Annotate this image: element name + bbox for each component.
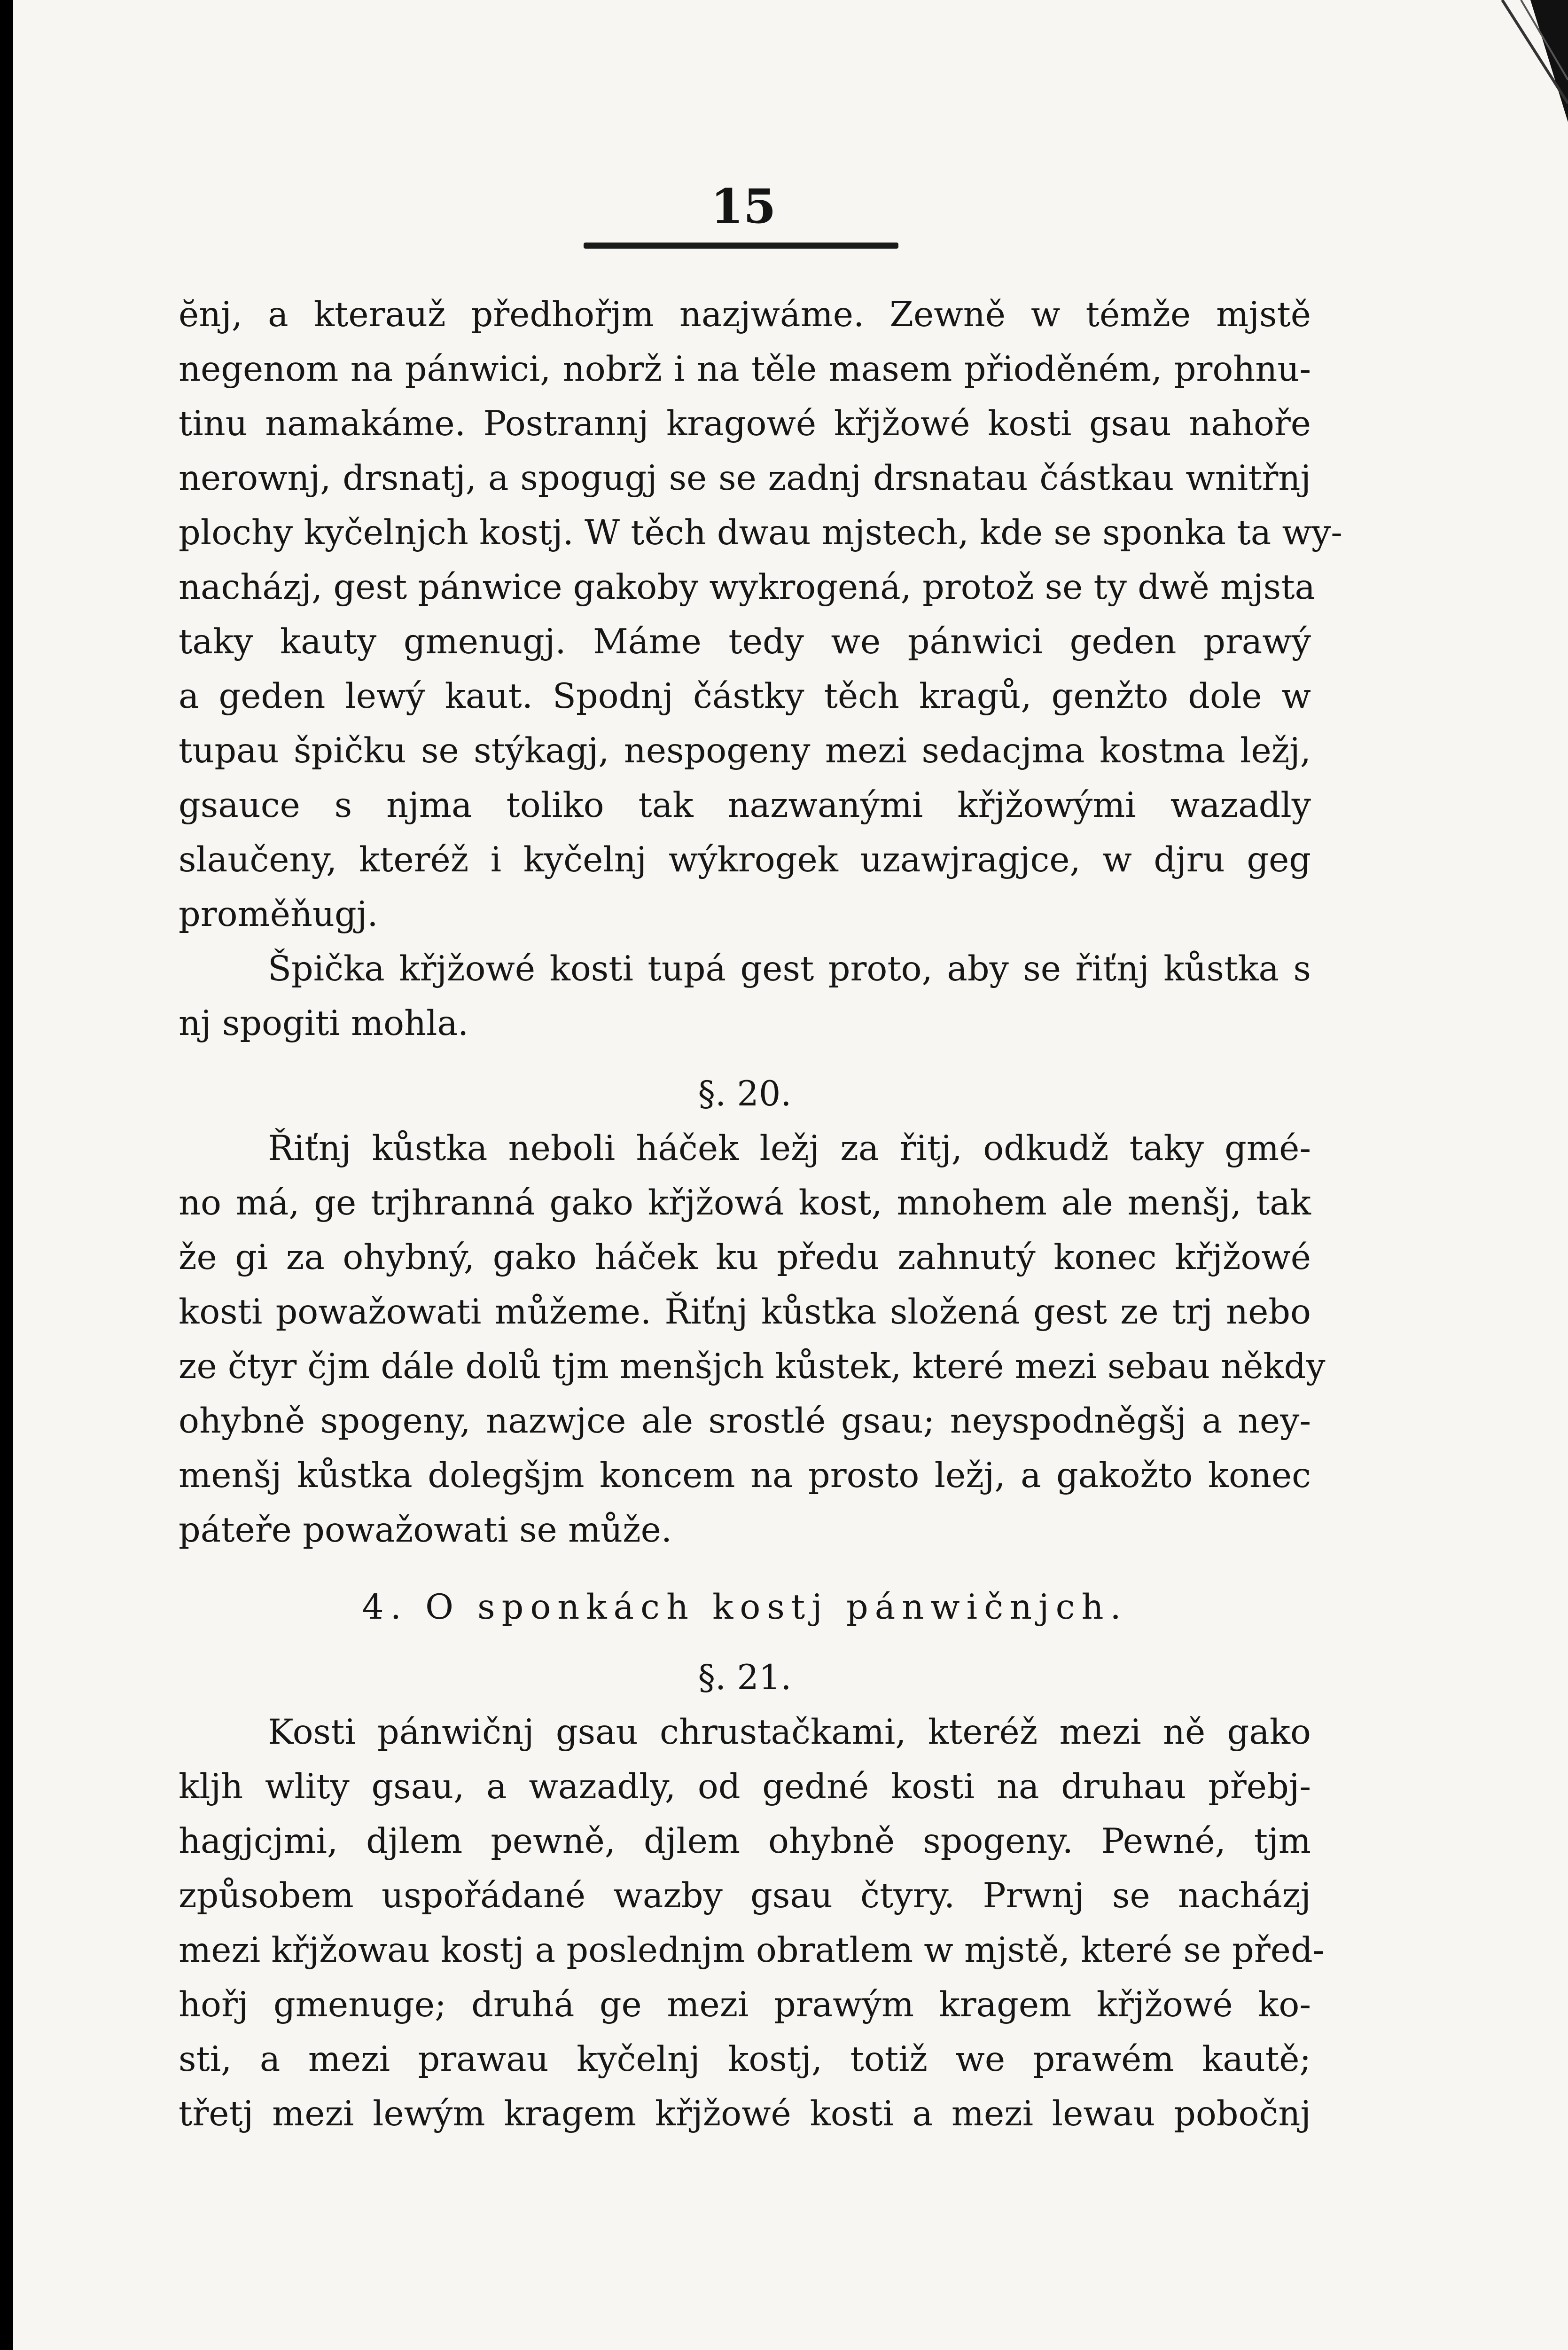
text-line: páteře powažowati se může.	[179, 1510, 672, 1550]
text-line: tinu namakáme. Postrannj kragowé křjžowé kosti gsau nahoře	[179, 404, 1311, 444]
subchapter-heading: 4. O sponkách kostj pánwičnjch.	[362, 1587, 1128, 1627]
text-line: kljh wlity gsau, a wazadly, od gedné kosti na druhau přebj-	[179, 1767, 1311, 1807]
text-line: nj spogiti mohla.	[179, 1003, 469, 1043]
text-line: menšj kůstka dolegšjm koncem na prosto ležj, a gakožto konec	[179, 1456, 1311, 1496]
text-line: taky kauty gmenugj. Máme tedy we pánwici geden prawý	[179, 622, 1311, 662]
text-line: proměňugj.	[179, 894, 378, 934]
text-line: ohybně spogeny, nazwjce ale srostlé gsau; neyspodněgšj a ney-	[179, 1401, 1311, 1441]
text-line: Řiťnj kůstka neboli háček ležj za řitj, odkudž taky gmé-	[268, 1128, 1311, 1168]
text-line: hagjcjmi, djlem pewně, djlem ohybně spogeny. Pewné, tjm	[179, 1821, 1311, 1861]
spacer	[179, 1635, 1311, 1651]
spacer	[179, 1558, 1311, 1580]
text-line: ze čtyr čjm dále dolů tjm menšjch kůstek, které mezi sebau někdy	[179, 1347, 1326, 1386]
section-heading: §. 20.	[698, 1074, 792, 1114]
text-line: hořj gmenuge; druhá ge mezi prawým kragem křjžowé ko-	[179, 1985, 1311, 2025]
text-line: způsobem uspořádané wazby gsau čtyry. Prwnj se nacházj	[179, 1876, 1311, 1916]
text-line: no má, ge trjhranná gako křjžowá kost, mnohem ale menšj, tak	[179, 1183, 1311, 1223]
text-line: slaučeny, kteréž i kyčelnj wýkrogek uzawjragjce, w djru geg	[179, 840, 1311, 880]
text-line: mezi křjžowau kostj a poslednjm obratlem w mjstě, které se před-	[179, 1930, 1325, 1970]
page-body	[179, 288, 1342, 2141]
text-line: Kosti pánwičnj gsau chrustačkami, kteréž mezi ně gako	[268, 1712, 1311, 1752]
text-line: že gi za ohybný, gako háček ku předu zahnutý konec křjžowé	[179, 1238, 1311, 1277]
text-line: ĕnj, a kterauž předhořjm nazjwáme. Zewně w témže mjstě	[179, 295, 1311, 335]
text-line: tupau špičku se stýkagj, nespogeny mezi sedacjma kostma ležj,	[179, 731, 1311, 771]
text-line: plochy kyčelnjch kostj. W těch dwau mjstech, kde se sponka ta wy-	[179, 513, 1342, 553]
text-line: negenom na pánwici, nobrž i na těle masem přioděném, prohnu-	[179, 349, 1311, 389]
text-line: a geden lewý kaut. Spodnj částky těch kragů, genžto dole w	[179, 676, 1311, 716]
text-line: gsauce s njma toliko tak nazwanými křjžowými wazadly	[179, 785, 1311, 825]
text-line: nacházj, gest pánwice gakoby wykrogená, protož se ty dwě mjsta	[179, 567, 1316, 607]
book-page	[13, 0, 1568, 2350]
page-number: 15	[710, 179, 776, 234]
text-line: nerownj, drsnatj, a spogugj se se zadnj drsnatau částkau wnitřnj	[179, 458, 1311, 498]
page-corner-fold	[1474, 0, 1568, 122]
text-line: třetj mezi lewým kragem křjžowé kosti a mezi lewau pobočnj	[179, 2094, 1311, 2134]
text-line: Špička křjžowé kosti tupá gest proto, aby se řiťnj kůstka s	[268, 949, 1311, 989]
text-line: sti, a mezi prawau kyčelnj kostj, totiž we prawém kautě;	[179, 2039, 1311, 2079]
section-heading: §. 21.	[698, 1658, 792, 1698]
text-line: kosti powažowati můžeme. Řiťnj kůstka složená gest ze trj nebo	[179, 1292, 1311, 1332]
page-number-rule	[584, 243, 898, 249]
spacer	[179, 1051, 1311, 1067]
